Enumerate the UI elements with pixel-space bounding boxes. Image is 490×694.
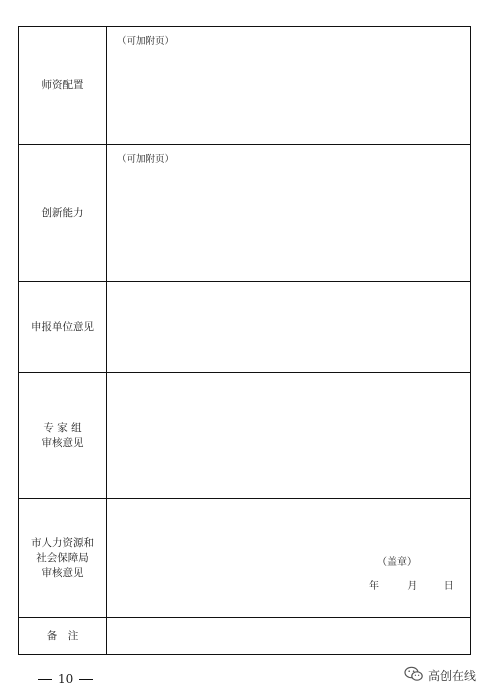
- label-remarks-text: 备 注: [46, 629, 79, 642]
- label-innovation-text: 创新能力: [41, 206, 84, 219]
- application-form-table: [18, 26, 471, 655]
- label-hr-bureau-line3: 审核意见: [41, 566, 84, 579]
- dash-left: [38, 679, 52, 680]
- seal-label: （盖章）: [377, 557, 417, 568]
- field-innovation[interactable]: [107, 145, 470, 281]
- label-expert-review-line2: 审核意见: [41, 436, 84, 449]
- page-number-text: 10: [58, 672, 74, 686]
- label-innovation: [19, 145, 107, 281]
- field-faculty[interactable]: [107, 27, 470, 144]
- label-applicant-opinion: [19, 282, 107, 372]
- field-hr-bureau-review[interactable]: [107, 499, 470, 617]
- field-applicant-opinion[interactable]: [107, 282, 470, 372]
- field-remarks[interactable]: [107, 618, 470, 654]
- label-hr-bureau-review: [19, 499, 107, 617]
- row-innovation: [19, 144, 470, 281]
- page-number: [38, 672, 93, 686]
- date-line: [369, 577, 454, 592]
- field-expert-review[interactable]: [107, 373, 470, 498]
- wechat-icon: [404, 666, 424, 685]
- label-remarks: [19, 618, 107, 654]
- attachment-note: （可加附页）: [117, 154, 175, 165]
- label-faculty-text: 师资配置: [41, 79, 84, 91]
- label-expert-review-line1: 专 家 组: [43, 421, 82, 434]
- row-applicant-opinion: [19, 281, 470, 372]
- date-year: 年: [369, 581, 379, 592]
- watermark: [404, 666, 476, 685]
- label-applicant-opinion-text: 申报单位意见: [31, 320, 94, 333]
- label-faculty: [19, 27, 107, 144]
- dash-right: [79, 679, 93, 680]
- label-hr-bureau-line1: 市人力资源和: [31, 536, 94, 549]
- row-faculty: [19, 27, 470, 144]
- date-month: 月: [407, 581, 418, 592]
- row-hr-bureau-review: [19, 498, 470, 617]
- date-day: 日: [443, 581, 454, 592]
- label-expert-review: [19, 373, 107, 498]
- label-hr-bureau-line2: 社会保障局: [36, 551, 89, 564]
- attachment-note: （可加附页）: [117, 36, 175, 47]
- row-remarks: [19, 617, 470, 654]
- watermark-text: 高创在线: [427, 669, 476, 683]
- row-expert-review: [19, 372, 470, 498]
